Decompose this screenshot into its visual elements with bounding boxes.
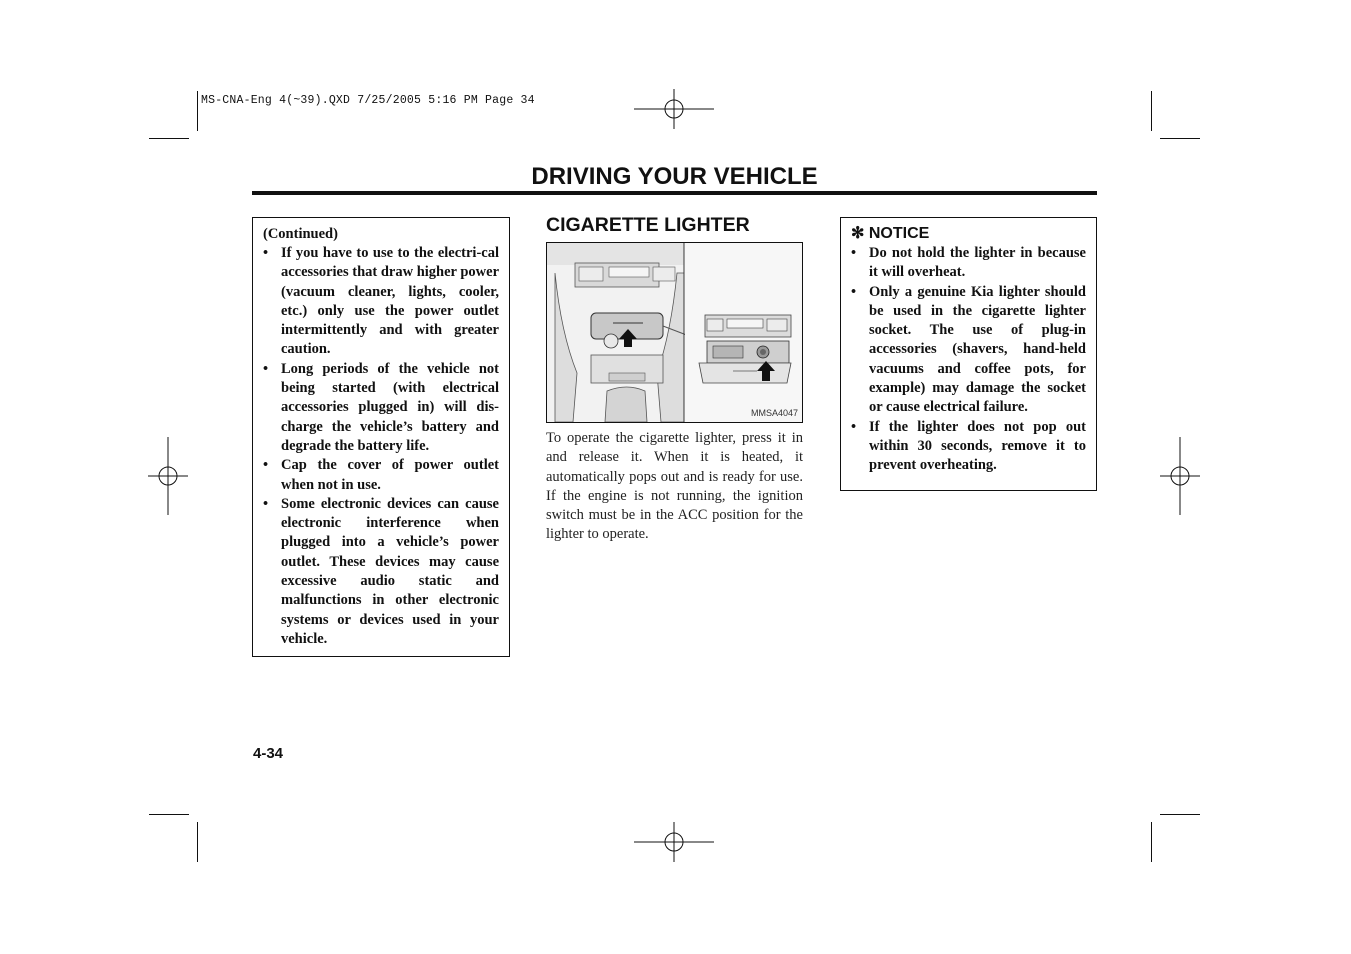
chapter-title: DRIVING YOUR VEHICLE — [531, 163, 818, 190]
print-slug: MS-CNA-Eng 4(~39).QXD 7/25/2005 5:16 PM Page 34 — [201, 94, 535, 107]
list-item — [851, 418, 1086, 476]
section-title: CIGARETTE LIGHTER — [546, 214, 750, 236]
registration-mark-bottom — [634, 822, 714, 862]
registration-mark-left — [148, 437, 188, 515]
figure-code: MMSA4047 — [750, 408, 798, 418]
list-item-text: Cap the cover of power outlet when not in use. — [281, 457, 499, 493]
notice-box — [840, 217, 1097, 491]
list-item-text: Long periods of the vehicle not being started (with electrical accessories plugged in) will dis-charge the vehicle’s battery and degrade the battery life. — [281, 360, 499, 454]
notice-label: NOTICE — [868, 225, 930, 242]
list-item — [263, 495, 499, 649]
notice-heading — [851, 224, 1086, 244]
list-item — [263, 456, 499, 495]
list-item — [263, 360, 499, 456]
bullet: • — [851, 418, 857, 435]
list-item — [851, 244, 1086, 283]
bullet: • — [263, 360, 269, 377]
page-number: 4-34 — [253, 745, 284, 762]
list-item-text: If you have to use to the electri-cal accessories that draw higher power (vacuum cleaner, lights, cooler, etc.) only use the power outlet intermittently and with greater caution. — [281, 245, 500, 358]
bullet: • — [263, 245, 269, 261]
caution-list — [263, 244, 499, 649]
registration-mark-right — [1160, 437, 1200, 515]
bullet: • — [851, 283, 857, 300]
list-item-text: If the lighter does not pop out within 30 seconds, remove it to prevent overheating. — [869, 418, 1086, 474]
bullet: • — [263, 457, 269, 474]
dashboard-illustration — [547, 243, 802, 422]
list-item-text: Only a genuine Kia lighter should be used in the cigarette lighter socket. The use of plug-in accessories (shavers, hand-held vacuums and coffee pots, for example) may damage the socket or cause electrical failure. — [869, 283, 1086, 416]
header-rule — [252, 191, 1097, 195]
cigarette-lighter-figure — [546, 242, 803, 423]
notice-icon: ✻ — [851, 225, 865, 242]
list-item-text: Do not hold the lighter in because it will overheat. — [869, 245, 1086, 281]
notice-list — [851, 244, 1086, 476]
bullet: • — [263, 495, 269, 512]
caution-continued-box — [252, 217, 510, 657]
bullet: • — [851, 245, 857, 261]
list-item — [851, 283, 1086, 418]
list-item — [263, 244, 499, 360]
caution-heading: (Continued) — [263, 226, 338, 242]
registration-mark-top — [634, 89, 714, 129]
list-item-text: Some electronic devices can cause electronic interference when plugged into a vehicle’s power outlet. These devices may cause excessive audio static and malfunctions in other electronic systems or devices used in your vehicle. — [281, 495, 499, 647]
section-body: To operate the cigarette lighter, press it in and release it. When it is heated, it automatically pops out and is ready for use. If the engine is not running, the ignition switch must be in the ACC position for the lighter to operate. — [546, 430, 803, 543]
